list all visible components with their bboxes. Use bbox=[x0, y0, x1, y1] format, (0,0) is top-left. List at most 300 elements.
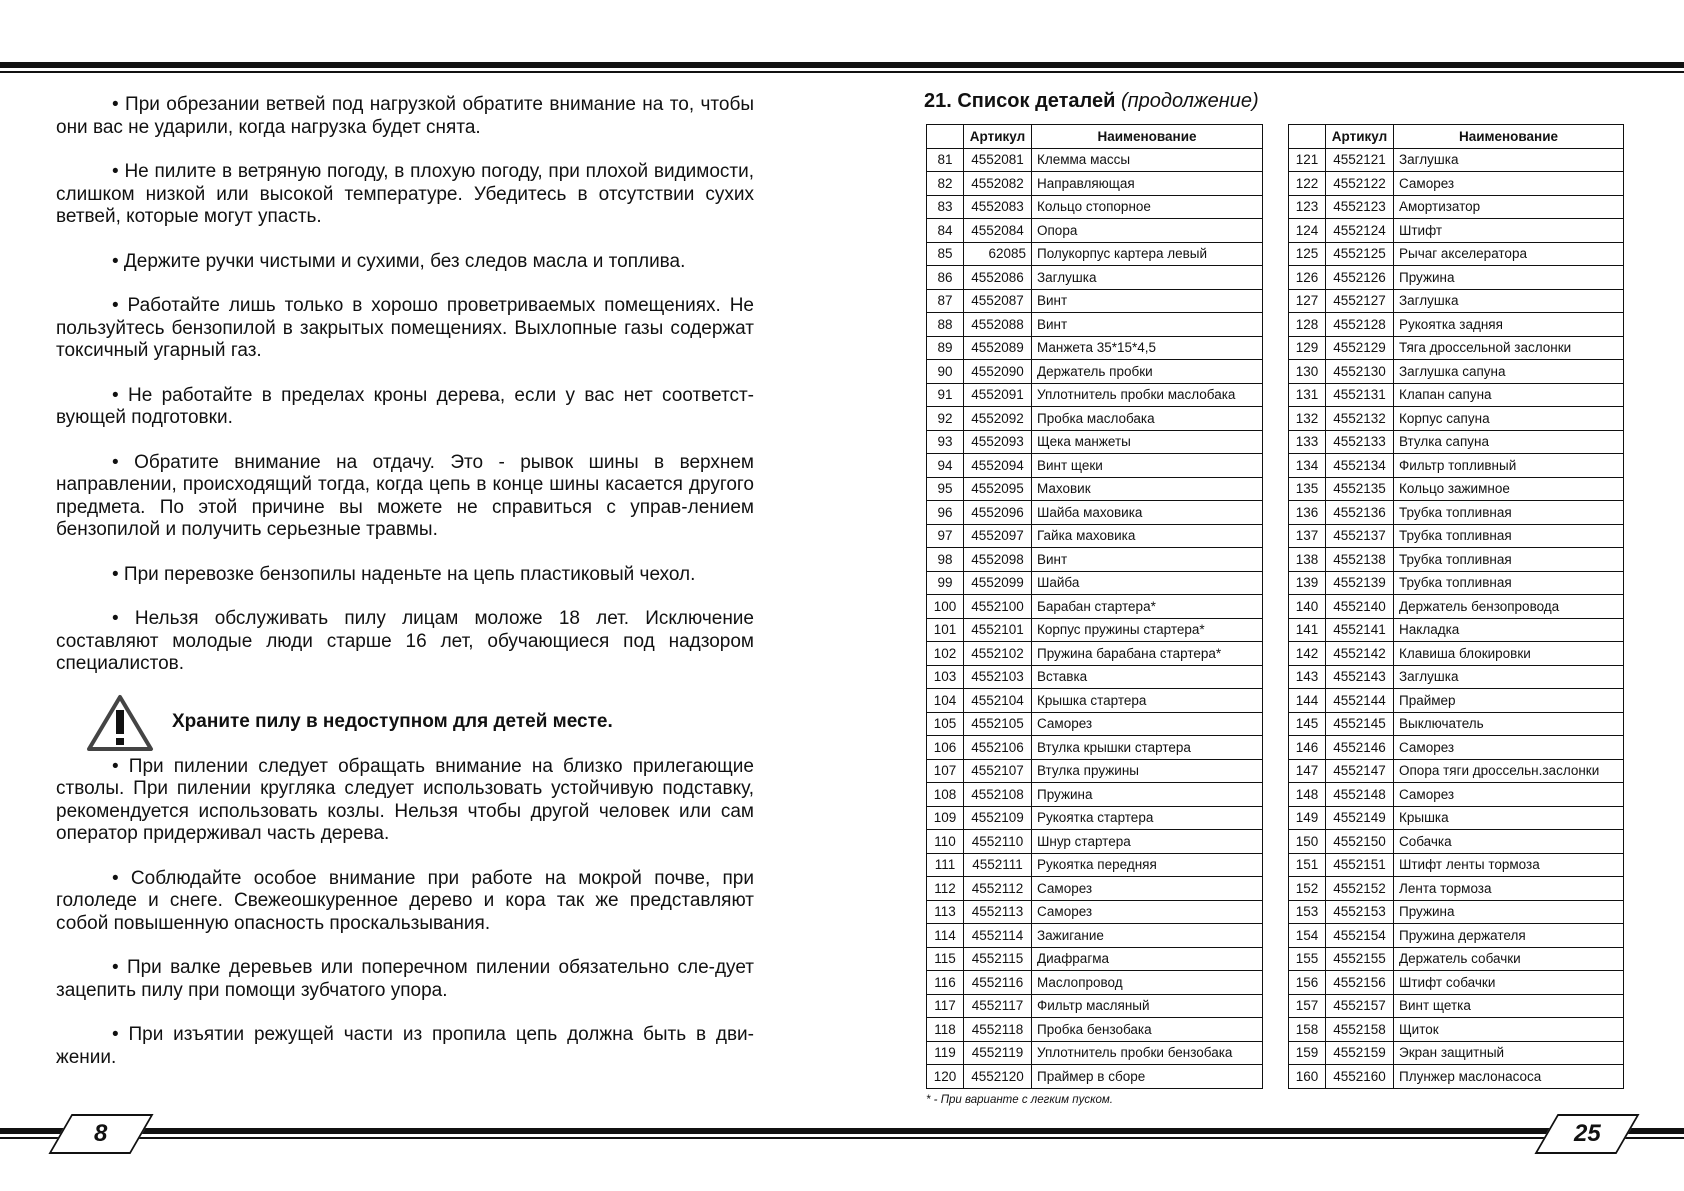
table-row bbox=[1289, 900, 1624, 924]
paragraph: • Обратите внимание на отдачу. Это - рывок шины в верхнем направлении, происходящий тогда, когда цепь в конце шины касается другого предмета. По этой причине вы можете не справиться с управ-лением бензопилой и получить серьезные травмы. bbox=[56, 451, 754, 540]
table-row bbox=[1289, 1041, 1624, 1065]
table-row bbox=[1289, 877, 1624, 901]
article-number: 4552148 bbox=[1326, 783, 1394, 807]
article-number: 4552104 bbox=[964, 689, 1032, 713]
part-name: Плунжер маслонасоса bbox=[1394, 1065, 1624, 1089]
table-row bbox=[1289, 571, 1624, 595]
article-number: 4552102 bbox=[964, 642, 1032, 666]
part-name: Штифт ленты тормоза bbox=[1394, 853, 1624, 877]
table-row bbox=[927, 289, 1263, 313]
article-number: 4552151 bbox=[1326, 853, 1394, 877]
row-number: 145 bbox=[1289, 712, 1326, 736]
article-number: 4552111 bbox=[964, 853, 1032, 877]
article-number: 4552123 bbox=[1326, 195, 1394, 219]
article-number: 4552158 bbox=[1326, 1018, 1394, 1042]
row-number: 135 bbox=[1289, 477, 1326, 501]
part-name: Пробка бензобака bbox=[1032, 1018, 1263, 1042]
article-number: 4552149 bbox=[1326, 806, 1394, 830]
part-name: Трубка топливная bbox=[1394, 501, 1624, 525]
part-name: Пружина держателя bbox=[1394, 924, 1624, 948]
article-number: 4552138 bbox=[1326, 548, 1394, 572]
part-name: Штифт bbox=[1394, 219, 1624, 243]
article-number: 4552100 bbox=[964, 595, 1032, 619]
table-row bbox=[1289, 736, 1624, 760]
table-row bbox=[927, 477, 1263, 501]
article-number: 4552116 bbox=[964, 971, 1032, 995]
row-number: 113 bbox=[927, 900, 964, 924]
page-number-right bbox=[1534, 1114, 1639, 1154]
article-number: 4552141 bbox=[1326, 618, 1394, 642]
row-number: 108 bbox=[927, 783, 964, 807]
table-row bbox=[1289, 383, 1624, 407]
parts-table-left bbox=[926, 124, 1263, 1089]
row-number: 85 bbox=[927, 242, 964, 266]
part-name: Щиток bbox=[1394, 1018, 1624, 1042]
article-number: 4552107 bbox=[964, 759, 1032, 783]
article-number: 4552091 bbox=[964, 383, 1032, 407]
article-number: 4552098 bbox=[964, 548, 1032, 572]
article-number: 4552120 bbox=[964, 1065, 1032, 1089]
part-name: Выключатель bbox=[1394, 712, 1624, 736]
part-name: Пружина bbox=[1032, 783, 1263, 807]
column-header-name: Наименование bbox=[1394, 125, 1624, 149]
part-name: Шайба маховика bbox=[1032, 501, 1263, 525]
article-number: 4552147 bbox=[1326, 759, 1394, 783]
part-name: Заглушка сапуна bbox=[1394, 360, 1624, 384]
table-row bbox=[927, 877, 1263, 901]
row-number: 121 bbox=[1289, 148, 1326, 172]
article-number: 4552092 bbox=[964, 407, 1032, 431]
article-number: 4552157 bbox=[1326, 994, 1394, 1018]
parts-table-right bbox=[1288, 124, 1624, 1089]
part-name: Держатель собачки bbox=[1394, 947, 1624, 971]
row-number: 136 bbox=[1289, 501, 1326, 525]
article-number: 4552155 bbox=[1326, 947, 1394, 971]
table-row bbox=[927, 806, 1263, 830]
table-row bbox=[927, 336, 1263, 360]
row-number: 106 bbox=[927, 736, 964, 760]
table-row bbox=[1289, 642, 1624, 666]
part-name: Уплотнитель пробки маслобака bbox=[1032, 383, 1263, 407]
part-name: Опора тяги дроссельн.заслонки bbox=[1394, 759, 1624, 783]
part-name: Амортизатор bbox=[1394, 195, 1624, 219]
article-number: 4552125 bbox=[1326, 242, 1394, 266]
row-number: 130 bbox=[1289, 360, 1326, 384]
table-row bbox=[1289, 618, 1624, 642]
article-number: 4552126 bbox=[1326, 266, 1394, 290]
table-row bbox=[927, 994, 1263, 1018]
article-number: 4552119 bbox=[964, 1041, 1032, 1065]
table-row bbox=[1289, 924, 1624, 948]
row-number: 131 bbox=[1289, 383, 1326, 407]
row-number: 92 bbox=[927, 407, 964, 431]
table-row bbox=[1289, 806, 1624, 830]
article-number: 62085 bbox=[964, 242, 1032, 266]
row-number: 146 bbox=[1289, 736, 1326, 760]
part-name: Праймер в сборе bbox=[1032, 1065, 1263, 1089]
part-name: Винт щеки bbox=[1032, 454, 1263, 478]
row-number: 120 bbox=[927, 1065, 964, 1089]
row-number: 140 bbox=[1289, 595, 1326, 619]
article-number: 4552136 bbox=[1326, 501, 1394, 525]
section-title-suffix: (продолжение) bbox=[1120, 90, 1259, 112]
row-number: 129 bbox=[1289, 336, 1326, 360]
table-row bbox=[927, 242, 1263, 266]
row-number: 105 bbox=[927, 712, 964, 736]
part-name: Саморез bbox=[1032, 900, 1263, 924]
row-number: 116 bbox=[927, 971, 964, 995]
article-number: 4552143 bbox=[1326, 665, 1394, 689]
row-number: 110 bbox=[927, 830, 964, 854]
part-name: Трубка топливная bbox=[1394, 524, 1624, 548]
part-name: Трубка топливная bbox=[1394, 548, 1624, 572]
row-number: 127 bbox=[1289, 289, 1326, 313]
paragraph: • При пилении следует обращать внимание на близко прилегающие стволы. При пилении кругляка следует использовать устойчивую подставку, рекомендуется использовать козлы. Нельзя чтобы другой человек или сам оператор придерживал часть дерева. bbox=[56, 755, 754, 844]
table-row bbox=[927, 571, 1263, 595]
table-row bbox=[1289, 830, 1624, 854]
row-number: 125 bbox=[1289, 242, 1326, 266]
row-number: 160 bbox=[1289, 1065, 1326, 1089]
table-row bbox=[927, 900, 1263, 924]
row-number: 90 bbox=[927, 360, 964, 384]
table-row bbox=[927, 266, 1263, 290]
table-row bbox=[927, 830, 1263, 854]
table-row bbox=[927, 219, 1263, 243]
table-row bbox=[1289, 853, 1624, 877]
article-number: 4552094 bbox=[964, 454, 1032, 478]
table-row bbox=[927, 195, 1263, 219]
part-name: Корпус сапуна bbox=[1394, 407, 1624, 431]
part-name: Саморез bbox=[1394, 783, 1624, 807]
part-name: Саморез bbox=[1394, 736, 1624, 760]
paragraph: • Нельзя обслуживать пилу лицам моложе 18 лет. Исключение составляют молодые люди старше 16 лет, обучающиеся под надзором специалистов. bbox=[56, 608, 754, 674]
row-number: 111 bbox=[927, 853, 964, 877]
article-number: 4552128 bbox=[1326, 313, 1394, 337]
row-number: 103 bbox=[927, 665, 964, 689]
part-name: Винт bbox=[1032, 289, 1263, 313]
table-row bbox=[927, 383, 1263, 407]
row-number: 152 bbox=[1289, 877, 1326, 901]
row-number: 112 bbox=[927, 877, 964, 901]
part-name: Втулка пружины bbox=[1032, 759, 1263, 783]
table-row bbox=[927, 1041, 1263, 1065]
table-row bbox=[1289, 266, 1624, 290]
row-number: 147 bbox=[1289, 759, 1326, 783]
article-number: 4552134 bbox=[1326, 454, 1394, 478]
article-number: 4552159 bbox=[1326, 1041, 1394, 1065]
row-number: 115 bbox=[927, 947, 964, 971]
part-name: Маховик bbox=[1032, 477, 1263, 501]
part-name: Щека манжеты bbox=[1032, 430, 1263, 454]
table-row bbox=[927, 313, 1263, 337]
table-row bbox=[927, 148, 1263, 172]
row-number: 139 bbox=[1289, 571, 1326, 595]
row-number: 151 bbox=[1289, 853, 1326, 877]
paragraph: • При изъятии режущей части из пропила цепь должна быть в дви-жении. bbox=[56, 1024, 754, 1068]
article-number: 4552137 bbox=[1326, 524, 1394, 548]
part-name: Шнур стартера bbox=[1032, 830, 1263, 854]
table-row bbox=[927, 430, 1263, 454]
row-number: 157 bbox=[1289, 994, 1326, 1018]
article-number: 4552088 bbox=[964, 313, 1032, 337]
article-number: 4552097 bbox=[964, 524, 1032, 548]
part-name: Клемма массы bbox=[1032, 148, 1263, 172]
article-number: 4552153 bbox=[1326, 900, 1394, 924]
table-row bbox=[1289, 148, 1624, 172]
part-name: Праймер bbox=[1394, 689, 1624, 713]
table-row bbox=[1289, 477, 1624, 501]
table-row bbox=[927, 595, 1263, 619]
part-name: Маслопровод bbox=[1032, 971, 1263, 995]
column-header-article: Артикул bbox=[964, 125, 1032, 149]
parts-table-left-body bbox=[927, 148, 1263, 1088]
article-number: 4552144 bbox=[1326, 689, 1394, 713]
row-number: 109 bbox=[927, 806, 964, 830]
row-number: 117 bbox=[927, 994, 964, 1018]
row-number: 101 bbox=[927, 618, 964, 642]
part-name: Фильтр топливный bbox=[1394, 454, 1624, 478]
article-number: 4552108 bbox=[964, 783, 1032, 807]
article-number: 4552087 bbox=[964, 289, 1032, 313]
table-row bbox=[927, 759, 1263, 783]
article-number: 4552121 bbox=[1326, 148, 1394, 172]
table-row bbox=[927, 971, 1263, 995]
table-row bbox=[1289, 524, 1624, 548]
article-number: 4552118 bbox=[964, 1018, 1032, 1042]
paragraph: • При валке деревьев или поперечном пилении обязательно сле-дует зацепить пилу при помощи зубчатого упора. bbox=[56, 957, 754, 1001]
article-number: 4552124 bbox=[1326, 219, 1394, 243]
article-number: 4552096 bbox=[964, 501, 1032, 525]
table-header-row bbox=[927, 125, 1263, 149]
part-name: Полукорпус картера левый bbox=[1032, 242, 1263, 266]
table-row bbox=[1289, 1018, 1624, 1042]
part-name: Рукоятка стартера bbox=[1032, 806, 1263, 830]
row-number: 133 bbox=[1289, 430, 1326, 454]
row-number: 83 bbox=[927, 195, 964, 219]
part-name: Крышка bbox=[1394, 806, 1624, 830]
part-name: Накладка bbox=[1394, 618, 1624, 642]
part-name: Заглушка bbox=[1394, 148, 1624, 172]
table-row bbox=[927, 360, 1263, 384]
table-row bbox=[1289, 595, 1624, 619]
article-number: 4552105 bbox=[964, 712, 1032, 736]
table-row bbox=[927, 454, 1263, 478]
footnote: * - При варианте с легким пуском. bbox=[926, 1094, 1113, 1106]
article-number: 4552082 bbox=[964, 172, 1032, 196]
article-number: 4552122 bbox=[1326, 172, 1394, 196]
table-row bbox=[927, 1065, 1263, 1089]
table-row bbox=[927, 689, 1263, 713]
row-number: 137 bbox=[1289, 524, 1326, 548]
row-number: 128 bbox=[1289, 313, 1326, 337]
table-row bbox=[1289, 971, 1624, 995]
row-number: 142 bbox=[1289, 642, 1326, 666]
row-number: 82 bbox=[927, 172, 964, 196]
part-name: Клавиша блокировки bbox=[1394, 642, 1624, 666]
page-number-left-text: 8 bbox=[94, 1120, 108, 1147]
part-name: Уплотнитель пробки бензобака bbox=[1032, 1041, 1263, 1065]
row-number: 114 bbox=[927, 924, 964, 948]
article-number: 4552103 bbox=[964, 665, 1032, 689]
row-number: 84 bbox=[927, 219, 964, 243]
paragraph: • Держите ручки чистыми и сухими, без следов масла и топлива. bbox=[112, 250, 686, 272]
table-row bbox=[1289, 289, 1624, 313]
table-row bbox=[927, 783, 1263, 807]
row-number: 154 bbox=[1289, 924, 1326, 948]
warning-triangle-icon bbox=[86, 694, 154, 752]
part-name: Втулка крышки стартера bbox=[1032, 736, 1263, 760]
article-number: 4552135 bbox=[1326, 477, 1394, 501]
row-number: 150 bbox=[1289, 830, 1326, 854]
table-row bbox=[1289, 242, 1624, 266]
table-row bbox=[1289, 430, 1624, 454]
part-name: Рукоятка передняя bbox=[1032, 853, 1263, 877]
article-number: 4552154 bbox=[1326, 924, 1394, 948]
part-name: Собачка bbox=[1394, 830, 1624, 854]
left-page-text bbox=[56, 94, 754, 1091]
row-number: 107 bbox=[927, 759, 964, 783]
article-number: 4552117 bbox=[964, 994, 1032, 1018]
page-number-left bbox=[48, 1114, 153, 1154]
part-name: Манжета 35*15*4,5 bbox=[1032, 336, 1263, 360]
part-name: Пружина bbox=[1394, 900, 1624, 924]
table-header-row bbox=[1289, 125, 1624, 149]
column-header-name: Наименование bbox=[1032, 125, 1263, 149]
row-number: 159 bbox=[1289, 1041, 1326, 1065]
table-row bbox=[1289, 172, 1624, 196]
row-number: 81 bbox=[927, 148, 964, 172]
article-number: 4552110 bbox=[964, 830, 1032, 854]
row-number: 149 bbox=[1289, 806, 1326, 830]
part-name: Клапан сапуна bbox=[1394, 383, 1624, 407]
paragraph: • Соблюдайте особое внимание при работе на мокрой почве, при гололеде и снеге. Свежеошкуренное дерево и кора так же представляют собой повышенную опасность проскальзывания. bbox=[56, 867, 754, 934]
part-name: Винт bbox=[1032, 313, 1263, 337]
row-number: 119 bbox=[927, 1041, 964, 1065]
table-row bbox=[927, 1018, 1263, 1042]
row-number: 97 bbox=[927, 524, 964, 548]
row-number: 94 bbox=[927, 454, 964, 478]
article-number: 4552109 bbox=[964, 806, 1032, 830]
article-number: 4552083 bbox=[964, 195, 1032, 219]
part-name: Саморез bbox=[1032, 877, 1263, 901]
table-row bbox=[927, 712, 1263, 736]
part-name: Лента тормоза bbox=[1394, 877, 1624, 901]
article-number: 4552140 bbox=[1326, 595, 1394, 619]
footer-rule-thin bbox=[0, 1137, 1684, 1139]
table-row bbox=[1289, 712, 1624, 736]
paragraph: • При обрезании ветвей под нагрузкой обратите внимание на то, чтобы они вас не ударили, когда нагрузка будет снята. bbox=[56, 94, 754, 138]
article-number: 4552146 bbox=[1326, 736, 1394, 760]
table-row bbox=[927, 548, 1263, 572]
part-name: Гайка маховика bbox=[1032, 524, 1263, 548]
table-row bbox=[1289, 360, 1624, 384]
row-number: 156 bbox=[1289, 971, 1326, 995]
row-number: 138 bbox=[1289, 548, 1326, 572]
table-row bbox=[1289, 994, 1624, 1018]
table-row bbox=[1289, 195, 1624, 219]
row-number: 126 bbox=[1289, 266, 1326, 290]
article-number: 4552131 bbox=[1326, 383, 1394, 407]
row-number: 86 bbox=[927, 266, 964, 290]
row-number: 98 bbox=[927, 548, 964, 572]
table-row bbox=[1289, 665, 1624, 689]
part-name: Винт bbox=[1032, 548, 1263, 572]
row-number: 155 bbox=[1289, 947, 1326, 971]
table-row bbox=[927, 407, 1263, 431]
article-number: 4552129 bbox=[1326, 336, 1394, 360]
article-number: 4552132 bbox=[1326, 407, 1394, 431]
parts-table-right-body bbox=[1289, 148, 1624, 1088]
row-number: 89 bbox=[927, 336, 964, 360]
article-number: 4552152 bbox=[1326, 877, 1394, 901]
row-number: 102 bbox=[927, 642, 964, 666]
article-number: 4552112 bbox=[964, 877, 1032, 901]
section-title-text: 21. Список деталей bbox=[924, 90, 1116, 112]
article-number: 4552106 bbox=[964, 736, 1032, 760]
article-number: 4552093 bbox=[964, 430, 1032, 454]
row-number: 153 bbox=[1289, 900, 1326, 924]
part-name: Пружина bbox=[1394, 266, 1624, 290]
row-number: 88 bbox=[927, 313, 964, 337]
part-name: Винт щетка bbox=[1394, 994, 1624, 1018]
row-number: 132 bbox=[1289, 407, 1326, 431]
part-name: Рукоятка задняя bbox=[1394, 313, 1624, 337]
table-row bbox=[927, 947, 1263, 971]
header-rule-thick bbox=[0, 62, 1684, 68]
part-name: Заглушка bbox=[1394, 665, 1624, 689]
row-number: 124 bbox=[1289, 219, 1326, 243]
row-number: 100 bbox=[927, 595, 964, 619]
part-name: Рычаг акселератора bbox=[1394, 242, 1624, 266]
article-number: 4552160 bbox=[1326, 1065, 1394, 1089]
article-number: 4552081 bbox=[964, 148, 1032, 172]
row-number: 158 bbox=[1289, 1018, 1326, 1042]
article-number: 4552089 bbox=[964, 336, 1032, 360]
row-number: 143 bbox=[1289, 665, 1326, 689]
paragraph: • Не работайте в пределах кроны дерева, если у вас нет соответст-вующей подготовки. bbox=[56, 384, 754, 428]
table-row bbox=[1289, 759, 1624, 783]
table-row bbox=[927, 524, 1263, 548]
article-number: 4552101 bbox=[964, 618, 1032, 642]
table-row bbox=[1289, 1065, 1624, 1089]
row-number: 99 bbox=[927, 571, 964, 595]
paragraph: • При перевозке бензопилы наденьте на цепь пластиковый чехол. bbox=[112, 563, 696, 585]
article-number: 4552130 bbox=[1326, 360, 1394, 384]
article-number: 4552114 bbox=[964, 924, 1032, 948]
table-row bbox=[927, 642, 1263, 666]
part-name: Трубка топливная bbox=[1394, 571, 1624, 595]
column-header-number bbox=[1289, 125, 1326, 149]
article-number: 4552145 bbox=[1326, 712, 1394, 736]
table-row bbox=[927, 736, 1263, 760]
part-name: Пробка маслобака bbox=[1032, 407, 1263, 431]
row-number: 123 bbox=[1289, 195, 1326, 219]
table-row bbox=[927, 501, 1263, 525]
article-number: 4552127 bbox=[1326, 289, 1394, 313]
table-row bbox=[1289, 336, 1624, 360]
paragraph: • Не пилите в ветряную погоду, в плохую погоду, при плохой видимости, слишком низкой или высокой температуре. Убедитесь в отсутствии сухих ветвей, которые могут упасть. bbox=[56, 161, 754, 227]
part-name: Корпус пружины стартера* bbox=[1032, 618, 1263, 642]
table-row bbox=[1289, 947, 1624, 971]
part-name: Заглушка bbox=[1394, 289, 1624, 313]
table-row bbox=[927, 924, 1263, 948]
article-number: 4552090 bbox=[964, 360, 1032, 384]
warning-notice bbox=[86, 694, 754, 752]
table-row bbox=[1289, 548, 1624, 572]
table-row bbox=[1289, 313, 1624, 337]
table-row bbox=[927, 172, 1263, 196]
part-name: Крышка стартера bbox=[1032, 689, 1263, 713]
